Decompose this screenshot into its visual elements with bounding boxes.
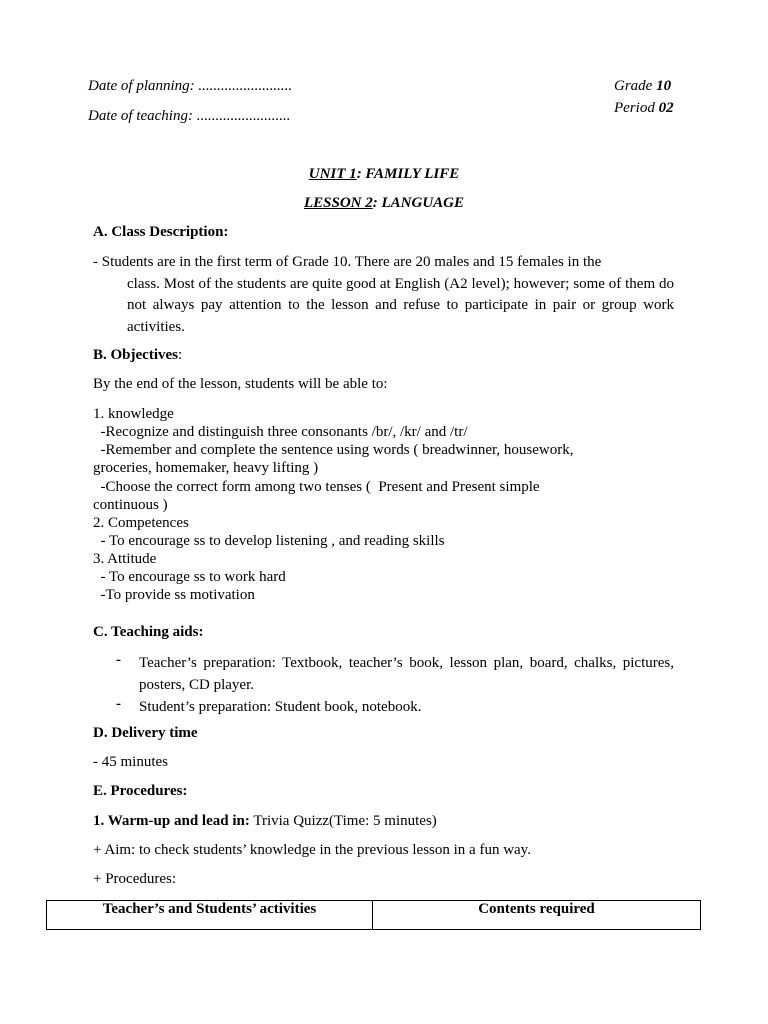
teaching-aid-item: Student’s preparation: Student book, notebook. <box>139 699 422 715</box>
objective-line: groceries, homemaker, heavy lifting ) <box>93 460 319 476</box>
table-header-contents: Contents required <box>373 901 701 930</box>
objective-line: continuous ) <box>93 497 168 513</box>
objective-line: 2. Competences <box>93 515 189 531</box>
bullet-dash: - <box>116 696 121 712</box>
objective-line: 3. Attitude <box>93 551 157 567</box>
lesson-rest: : LANGUAGE <box>372 195 465 211</box>
unit-rest: : FAMILY LIFE <box>356 166 460 182</box>
period-value: 02 <box>658 100 674 116</box>
objective-line: - To encourage ss to develop listening , and reading skills <box>93 533 445 549</box>
objectives-heading <box>93 347 182 364</box>
date-of-planning: Date of planning: ......................... <box>88 78 293 94</box>
unit-label: UNIT 1 <box>308 166 357 182</box>
objective-line: -Recognize and distinguish three consonants /br/, /kr/ and /tr/ <box>93 424 468 440</box>
table-header-activities: Teacher’s and Students’ activities <box>47 901 373 930</box>
class-description-first-line: - Students are in the first term of Grade 10. There are 20 males and 15 females in the <box>93 254 602 270</box>
lesson-label: LESSON 2 <box>303 195 373 211</box>
period-line <box>614 100 674 117</box>
warmup-label: 1. Warm-up and lead in: <box>93 813 250 829</box>
procedures-label: + Procedures: <box>93 871 177 887</box>
delivery-heading: D. Delivery time <box>93 725 198 741</box>
objectives-intro: By the end of the lesson, students will be able to: <box>93 376 388 392</box>
aim-line: + Aim: to check students’ knowledge in the previous lesson in a fun way. <box>93 842 531 858</box>
procedures-table <box>46 900 701 930</box>
procedures-heading: E. Procedures: <box>93 783 188 799</box>
lesson-title <box>0 195 768 212</box>
grade-line <box>614 78 671 95</box>
teaching-aids-heading: C. Teaching aids: <box>93 624 204 640</box>
objective-line: -Remember and complete the sentence using words ( breadwinner, housework, <box>93 442 574 458</box>
class-description-text <box>93 252 674 338</box>
table-header-row <box>47 901 701 930</box>
objectives-heading-colon: : <box>177 347 183 363</box>
teaching-aid-item: Teacher’s preparation: Textbook, teacher’s book, lesson plan, board, chalks, pictures, posters, CD player. <box>139 655 674 693</box>
objective-line: - To encourage ss to work hard <box>93 569 286 585</box>
class-description-heading: A. Class Description: <box>93 224 229 240</box>
grade-label: Grade <box>614 78 657 94</box>
warmup-line <box>93 813 437 830</box>
class-description-rest: class. Most of the students are quite good at English (A2 level); however; some of them do not always pay attention to the lesson and refuse to participate in pair or group work activities. <box>127 275 674 335</box>
objectives-heading-text: B. Objectives <box>93 347 178 363</box>
objective-line: -To provide ss motivation <box>93 587 255 603</box>
delivery-value: - 45 minutes <box>93 754 168 770</box>
objective-line: 1. knowledge <box>93 406 174 422</box>
grade-value: 10 <box>656 78 672 94</box>
date-of-teaching: Date of teaching: ......................... <box>88 108 291 124</box>
objective-line: -Choose the correct form among two tenses ( Present and Present simple <box>93 479 540 495</box>
warmup-text: Trivia Quizz(Time: 5 minutes) <box>249 813 437 829</box>
unit-title <box>0 166 768 183</box>
period-label: Period <box>614 100 659 116</box>
bullet-dash: - <box>116 652 121 668</box>
